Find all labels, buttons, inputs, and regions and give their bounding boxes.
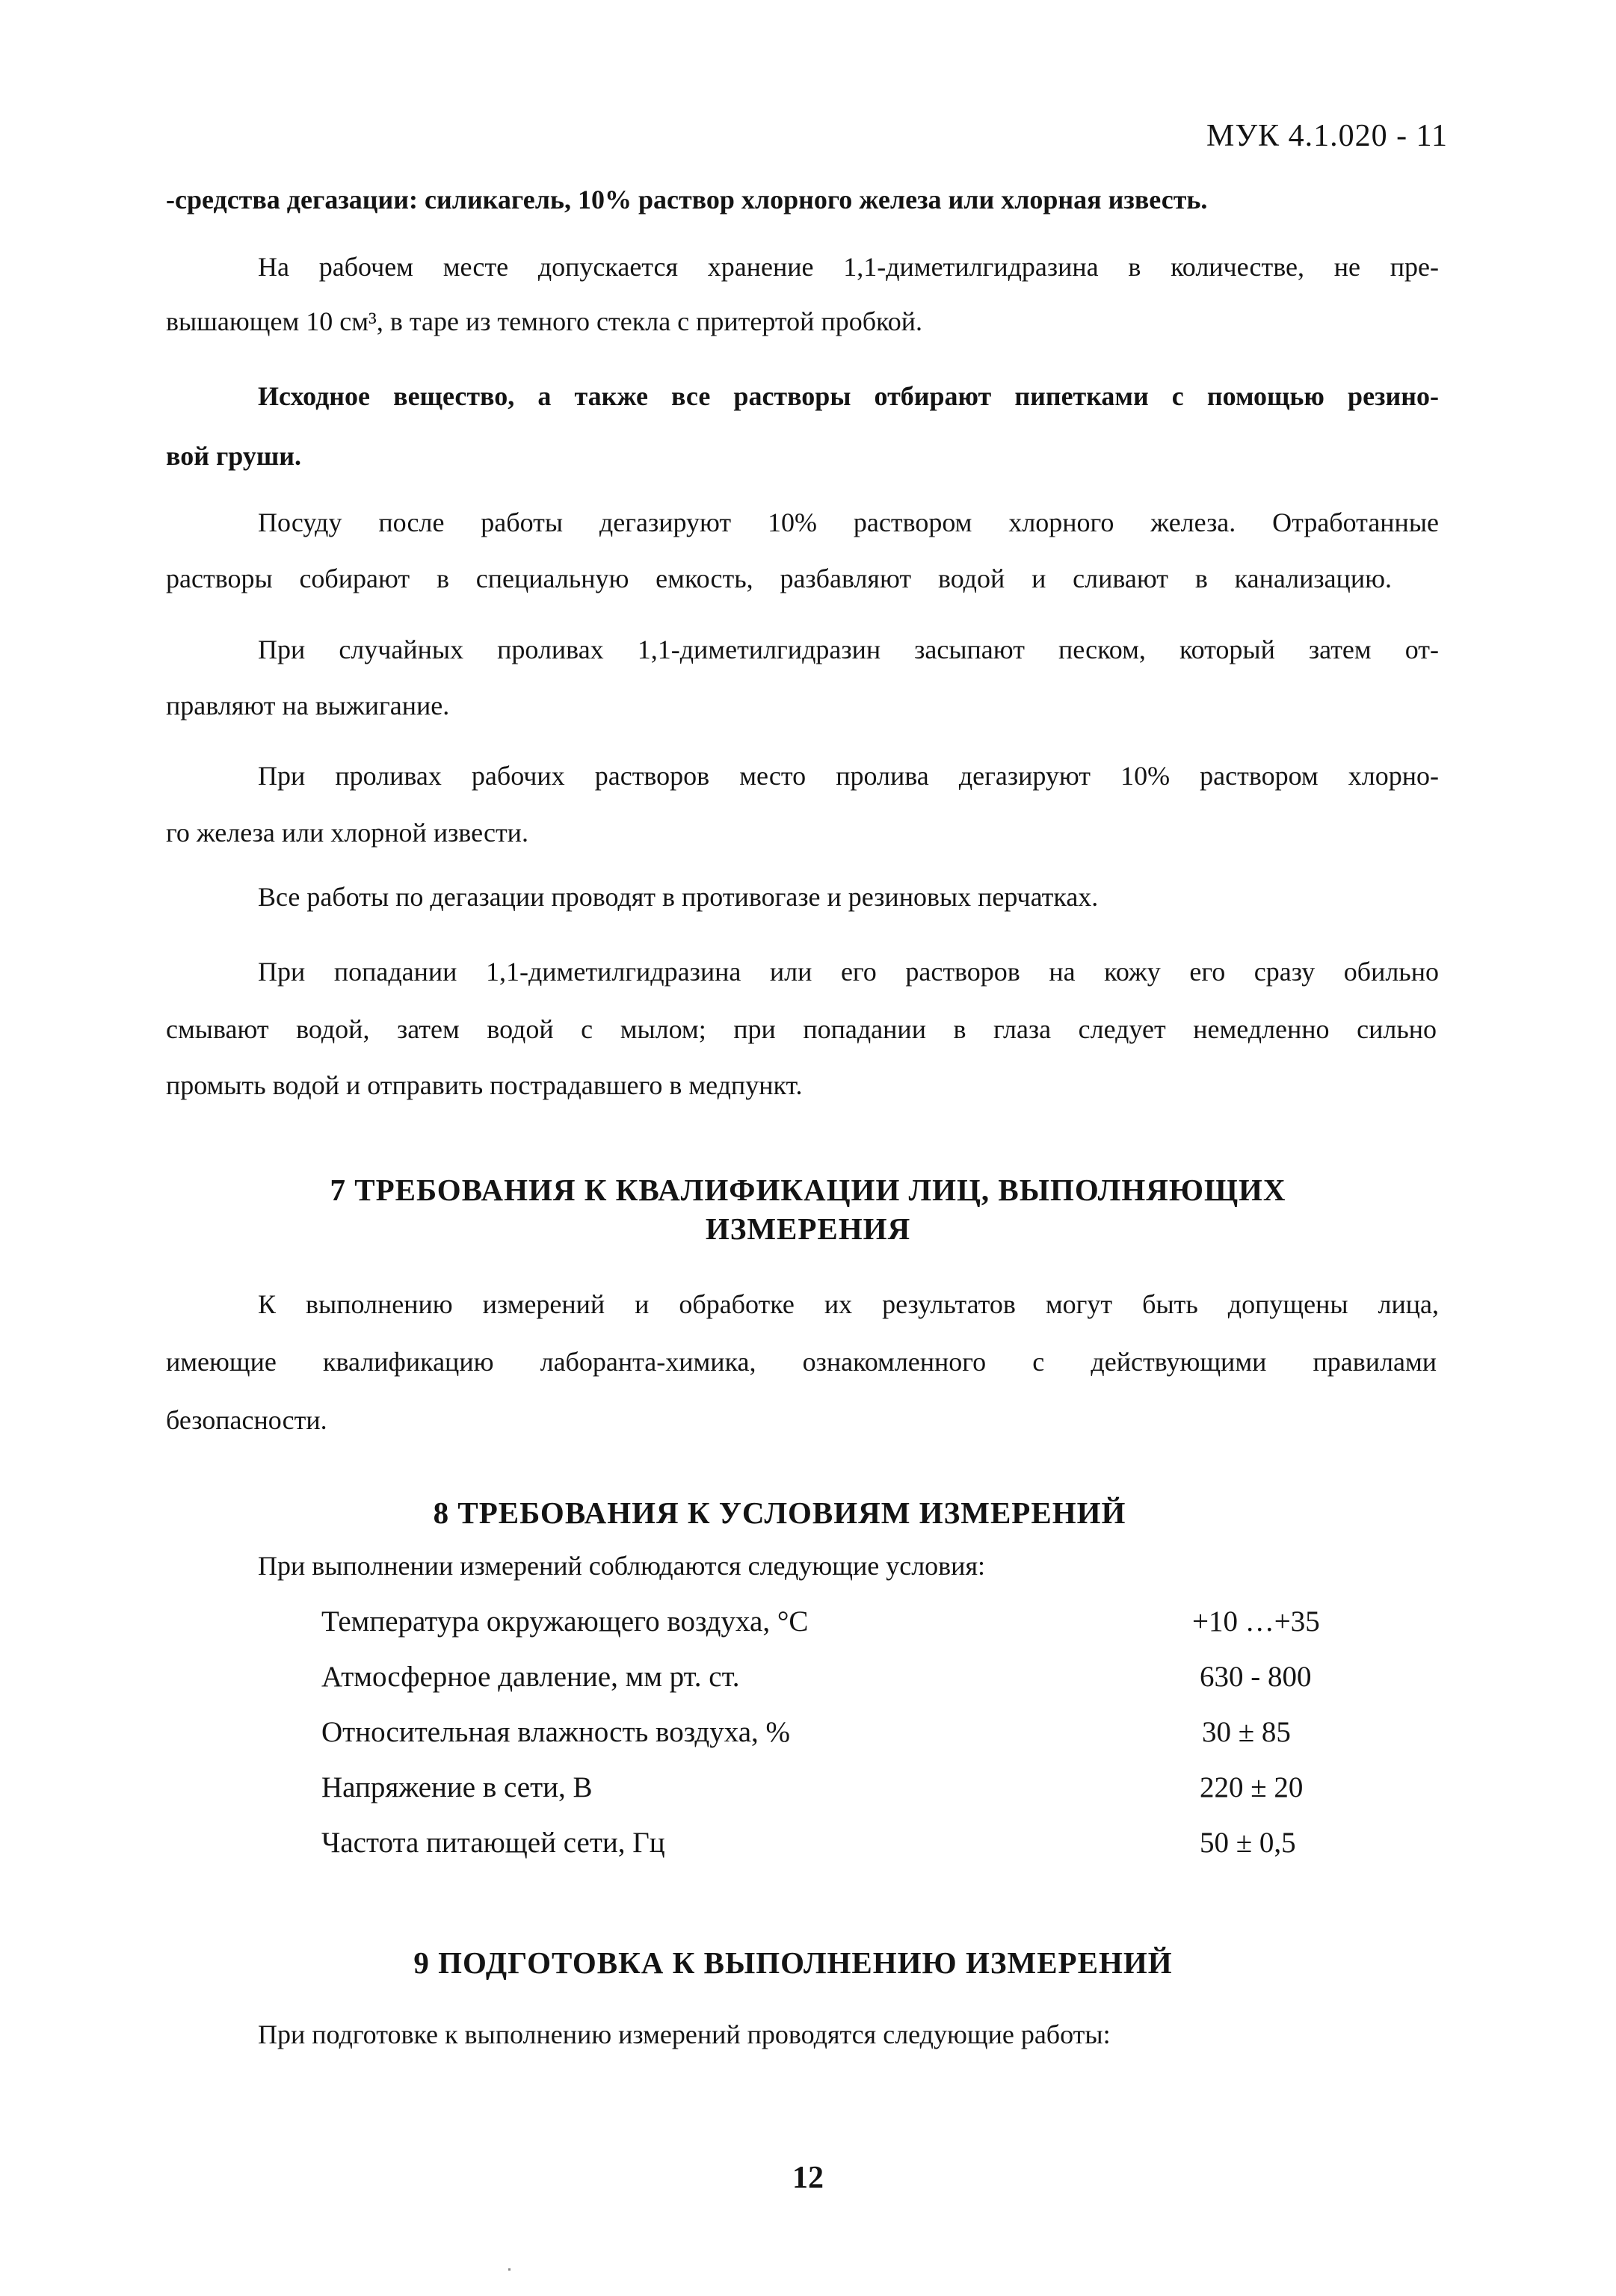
- paragraph-skin-contact-line-2: смывают водой, затем водой с мылом; при попадании в глаза следует немедленно сильно: [166, 1014, 1437, 1044]
- condition-value: 30 ± 85: [1202, 1716, 1291, 1748]
- paragraph-skin-contact-line-1: При попадании 1,1-диметилгидразина или его растворов на кожу его сразу обильно: [258, 957, 1439, 987]
- condition-value: 630 - 800: [1200, 1661, 1312, 1693]
- section-7-heading-line-2: ИЗМЕРЕНИЯ: [705, 1212, 911, 1246]
- condition-row-voltage: [321, 1768, 1330, 1807]
- condition-row-frequency: [321, 1824, 1330, 1863]
- condition-value: 220 ± 20: [1200, 1771, 1304, 1803]
- paragraph-spills-line-1: При случайных проливах 1,1-диметилгидразин засыпают песком, который затем от-: [258, 635, 1439, 664]
- section-7-heading-line-1: 7 ТРЕБОВАНИЯ К КВАЛИФИКАЦИИ ЛИЦ, ВЫПОЛНЯЮЩИХ: [330, 1173, 1286, 1207]
- paragraph-solution-spills-line-2: го железа или хлорной извести.: [166, 818, 528, 848]
- condition-row-temperature: [321, 1602, 1330, 1641]
- condition-label: Напряжение в сети, В: [321, 1771, 593, 1803]
- condition-label: Атмосферное давление, мм рт. ст.: [321, 1661, 740, 1693]
- paragraph-spills-line-2: правляют на выжигание.: [166, 691, 450, 720]
- condition-label: Частота питающей сети, Гц: [321, 1827, 665, 1859]
- document-code: МУК 4.1.020 - 11: [1206, 119, 1448, 153]
- paragraph-dishes-line-2: растворы собирают в специальную емкость, разбавляют водой и сливают в канализацию.: [166, 564, 1392, 593]
- scan-speck: [508, 2268, 511, 2271]
- paragraph-skin-contact-line-3: промыть водой и отправить пострадавшего в медпункт.: [166, 1070, 803, 1100]
- condition-label: Температура окружающего воздуха, °С: [321, 1605, 809, 1638]
- section-8-heading: 8 ТРЕБОВАНИЯ К УСЛОВИЯМ ИЗМЕРЕНИЙ: [433, 1496, 1126, 1530]
- condition-value: 50 ± 0,5: [1200, 1827, 1296, 1859]
- section-9-heading: 9 ПОДГОТОВКА К ВЫПОЛНЕНИЮ ИЗМЕРЕНИЙ: [413, 1945, 1173, 1980]
- paragraph-pipettes-line-2: вой груши.: [166, 441, 301, 471]
- section-7-text-line-3: безопасности.: [166, 1405, 327, 1435]
- paragraph-dishes-line-1: Посуду после работы дегазируют 10% раствором хлорного железа. Отработанные: [258, 507, 1439, 537]
- page-number: 12: [792, 2161, 824, 2195]
- paragraph-storage-line-2: вышающем 10 см³, в таре из темного стекла с притертой пробкой.: [166, 306, 922, 336]
- paragraph-storage-line-1: На рабочем месте допускается хранение 1,1-диметилгидразина в количестве, не пре-: [258, 252, 1439, 282]
- condition-label: Относительная влажность воздуха, %: [321, 1716, 791, 1748]
- section-7-text-line-2: имеющие квалификацию лаборанта-химика, ознакомленного с действующими правилами: [166, 1347, 1437, 1377]
- paragraph-pipettes-line-1: Исходное вещество, а также все растворы отбирают пипетками с помощью резино-: [258, 381, 1439, 411]
- paragraph-protective-equipment: Все работы по дегазации проводят в противогазе и резиновых перчатках.: [258, 882, 1099, 912]
- condition-row-pressure: [321, 1658, 1330, 1697]
- paragraph-solution-spills-line-1: При проливах рабочих растворов место пролива дегазируют 10% раствором хлорно-: [258, 761, 1439, 791]
- section-9-intro: При подготовке к выполнению измерений проводятся следующие работы:: [258, 2019, 1111, 2049]
- paragraph-degassing-means: -средства дегазации: силикагель, 10% раствор хлорного железа или хлорная известь.: [166, 185, 1208, 215]
- section-8-intro: При выполнении измерений соблюдаются следующие условия:: [258, 1551, 986, 1581]
- condition-row-humidity: [321, 1713, 1330, 1752]
- section-7-text-line-1: К выполнению измерений и обработке их результатов могут быть допущены лица,: [258, 1289, 1439, 1319]
- condition-value: +10 …+35: [1192, 1605, 1320, 1638]
